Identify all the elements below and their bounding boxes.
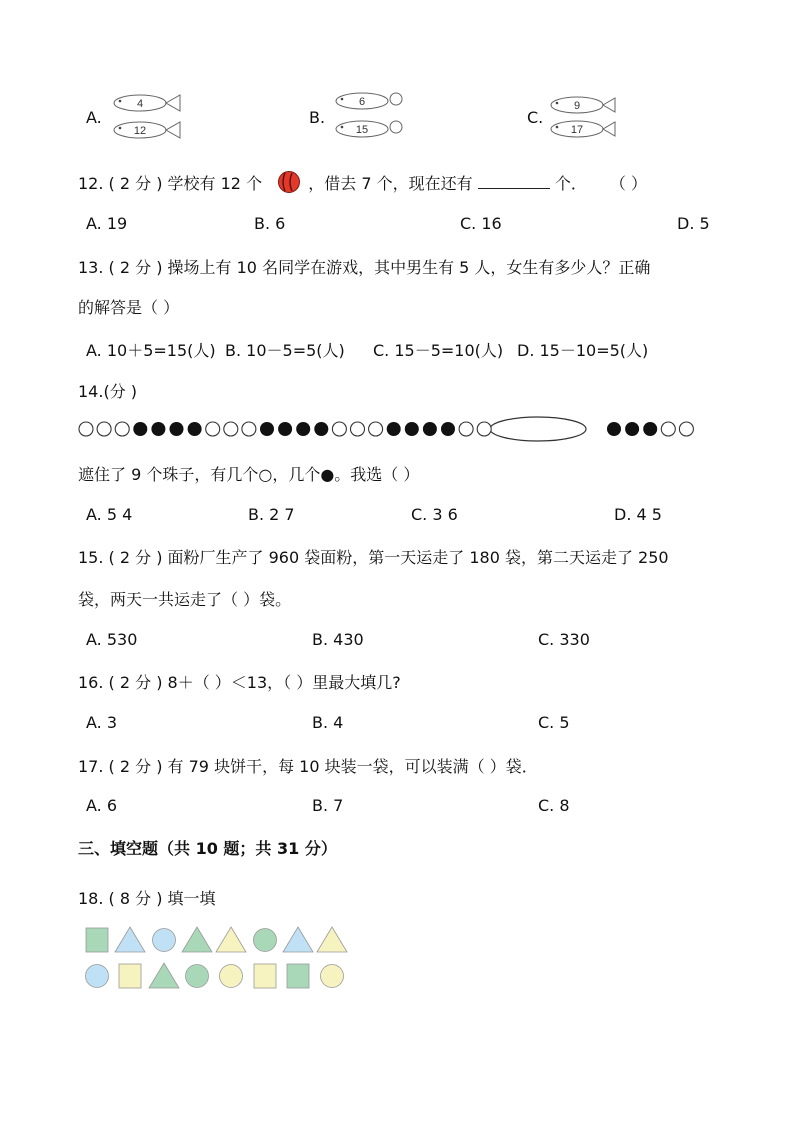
triangle-shape [317, 927, 347, 952]
q12-option-d[interactable]: D. 5 [677, 214, 710, 233]
q17-option-b[interactable]: B. 7 [312, 796, 344, 815]
hollow-bead [115, 422, 129, 436]
hollow-bead [369, 422, 383, 436]
filled-bead [188, 422, 202, 436]
q15-option-c[interactable]: C. 330 [538, 630, 590, 649]
q12-text-tail: 个． [554, 174, 587, 193]
q15-line2: 袋，两天一共运走了（ ）袋。 [78, 590, 292, 609]
filled-bead [405, 422, 419, 436]
circle-shape [220, 965, 243, 988]
q14-title: 14.(分 ) [78, 382, 138, 401]
triangle-shape [216, 927, 246, 952]
q18-line: 18. ( 8 分 ) 填一填 [78, 889, 216, 908]
filled-bead [296, 422, 310, 436]
filled-bead [441, 422, 455, 436]
fish-icon [110, 92, 182, 114]
hollow-bead [661, 422, 675, 436]
q16-option-c[interactable]: C. 5 [538, 713, 570, 732]
ball-icon [277, 170, 301, 194]
q13-option-a[interactable]: A. 10＋5=15(人) [86, 341, 216, 360]
hollow-bead [97, 422, 111, 436]
q12-text-pre: 12. ( 2 分 ) 学校有 12 个 [78, 174, 263, 193]
q12-option-a[interactable]: A. 19 [86, 214, 128, 233]
answer-blank[interactable] [478, 174, 550, 189]
q16-option-a[interactable]: A. 3 [86, 713, 118, 732]
triangle-shape [149, 963, 179, 988]
q16-option-b[interactable]: B. 4 [312, 713, 344, 732]
filled-bead [151, 422, 165, 436]
fish-number: 15 [355, 124, 369, 136]
filled-bead [625, 422, 639, 436]
q17-option-c[interactable]: C. 8 [538, 796, 570, 815]
q14-option-a[interactable]: A. 5 4 [86, 505, 133, 524]
q12-option-c[interactable]: C. 16 [460, 214, 502, 233]
bead-string [78, 416, 718, 446]
q14-option-b[interactable]: B. 2 7 [248, 505, 295, 524]
fish-icon [547, 118, 619, 140]
triangle-shape [182, 927, 212, 952]
fish-number: 9 [573, 100, 581, 112]
square-shape [254, 964, 276, 988]
hollow-bead [332, 422, 346, 436]
q13-line2: 的解答是（ ） [78, 298, 180, 317]
q11-option-c-label[interactable]: C. [527, 108, 544, 127]
q16-line: 16. ( 2 分 ) 8＋（ ）＜13，（ ）里最大填几? [78, 673, 401, 692]
filled-bead [278, 422, 292, 436]
triangle-shape [283, 927, 313, 952]
q17-line: 17. ( 2 分 ) 有 79 块饼干，每 10 块装一袋，可以装满（ ）袋． [78, 757, 538, 776]
hollow-bead [351, 422, 365, 436]
fish-icon [547, 94, 619, 116]
hollow-bead [79, 422, 93, 436]
q12-text-post: ，借去 7 个，现在还有 [308, 174, 473, 193]
hollow-bead [242, 422, 256, 436]
q12-answer-paren[interactable]: （ ） [609, 174, 648, 193]
fish-icon [110, 119, 182, 141]
hollow-bead [206, 422, 220, 436]
square-shape [287, 964, 309, 988]
fish-number: 4 [136, 98, 144, 110]
triangle-shape [115, 927, 145, 952]
filled-bead [260, 422, 274, 436]
q14-option-d[interactable]: D. 4 5 [614, 505, 662, 524]
q15-option-b[interactable]: B. 430 [312, 630, 364, 649]
fish-icon [332, 90, 404, 112]
hollow-bead [477, 422, 491, 436]
hollow-bead [224, 422, 238, 436]
filled-bead [423, 422, 437, 436]
circle-shape [153, 929, 176, 952]
cover-oval [490, 417, 586, 441]
section-title: 三、填空题（共 10 题；共 31 分） [78, 839, 337, 858]
q12-option-b[interactable]: B. 6 [254, 214, 286, 233]
q14-option-c[interactable]: C. 3 6 [411, 505, 458, 524]
q11-option-a-label[interactable]: A. [86, 108, 102, 127]
square-shape [119, 964, 141, 988]
fish-number: 6 [358, 96, 366, 108]
q15-line1: 15. ( 2 分 ) 面粉厂生产了 960 袋面粉，第一天运走了 180 袋，第二天运走了 250 [78, 548, 669, 567]
square-shape [86, 928, 108, 952]
filled-bead [607, 422, 621, 436]
circle-shape [186, 965, 209, 988]
hollow-bead [679, 422, 693, 436]
q13-option-c[interactable]: C. 15－5=10(人) [373, 341, 504, 360]
circle-shape [254, 929, 277, 952]
fish-number: 17 [570, 124, 584, 136]
filled-bead [643, 422, 657, 436]
q13-line1: 13. ( 2 分 ) 操场上有 10 名同学在游戏，其中男生有 5 人，女生有多少人？正确 [78, 258, 651, 277]
q14-question: 遮住了 9 个珠子，有几个○，几个●。我选（ ） [78, 465, 420, 484]
filled-bead [170, 422, 184, 436]
shape-grid [82, 924, 354, 994]
hollow-bead [459, 422, 473, 436]
q13-option-d[interactable]: D. 15－10=5(人) [517, 341, 649, 360]
filled-bead [314, 422, 328, 436]
q15-option-a[interactable]: A. 530 [86, 630, 138, 649]
filled-bead [133, 422, 147, 436]
fish-icon [332, 118, 404, 140]
q13-option-b[interactable]: B. 10－5=5(人) [225, 341, 345, 360]
q12-stem [78, 170, 647, 194]
circle-shape [86, 965, 109, 988]
q17-option-a[interactable]: A. 6 [86, 796, 118, 815]
q11-option-b-label[interactable]: B. [309, 108, 326, 127]
circle-shape [321, 965, 344, 988]
fish-number: 12 [133, 125, 147, 137]
filled-bead [387, 422, 401, 436]
